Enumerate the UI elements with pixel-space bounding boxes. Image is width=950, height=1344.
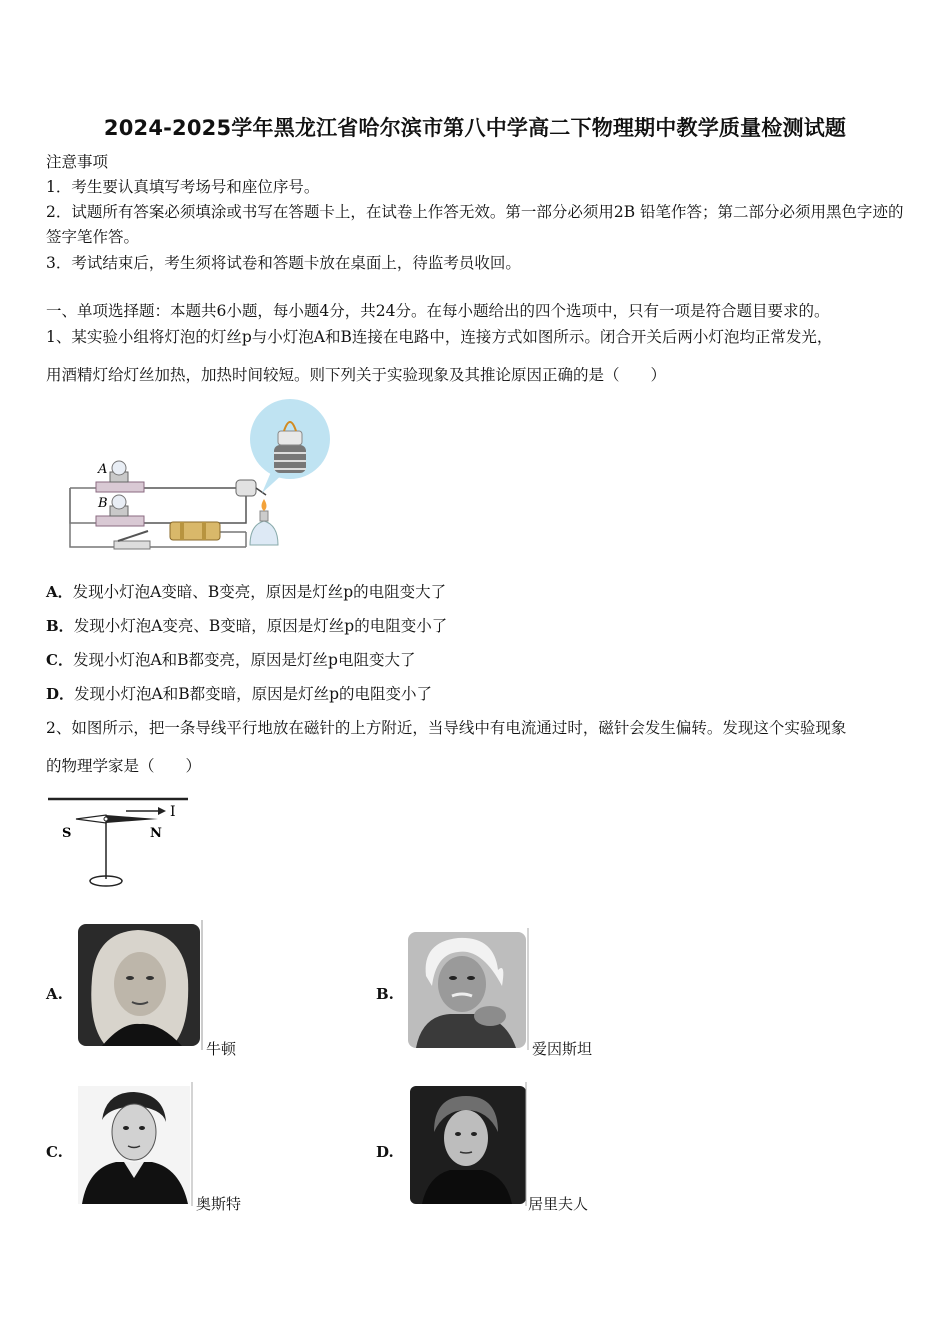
q2-option-b-portrait[interactable] bbox=[402, 926, 530, 1052]
q1-option-d-text: 发现小灯泡A和B都变暗，原因是灯丝p的电阻变小了 bbox=[74, 685, 433, 703]
q2-option-a-name: 牛顿 bbox=[206, 1040, 237, 1058]
q1-option-c-text: 发现小灯泡A和B都变亮，原因是灯丝p电阻变大了 bbox=[72, 651, 416, 669]
alcohol-lamp bbox=[250, 499, 278, 545]
q1-option-b-text: 发现小灯泡A变亮、B变暗，原因是灯丝p的电阻变小了 bbox=[73, 617, 448, 635]
switch bbox=[114, 531, 150, 549]
q2-option-c-name: 奥斯特 bbox=[196, 1195, 242, 1213]
north-label: N bbox=[150, 826, 162, 841]
q2-stem-line1: 2、如图所示，把一条导线平行地放在磁针的上方附近，当导线中有电流通过时，磁针会发生偏转。发现这个实验现象 bbox=[46, 719, 847, 737]
filament-zoom-bubble bbox=[250, 399, 330, 493]
q1-option-b[interactable] bbox=[46, 614, 447, 636]
q1-circuit-figure bbox=[66, 395, 336, 557]
notice-item-1: 1．考生要认真填写考场号和座位序号。 bbox=[46, 178, 320, 196]
q2-option-d-name: 居里夫人 bbox=[528, 1195, 589, 1213]
page-title: 2024-2025学年黑龙江省哈尔滨市第八中学高二下物理期中教学质量检测试题 bbox=[103, 116, 847, 140]
lamp-a-label: A bbox=[98, 462, 108, 477]
needle-north bbox=[106, 815, 158, 823]
q2-compass-figure bbox=[46, 795, 196, 890]
q2-option-d-label[interactable]: D. bbox=[376, 1143, 394, 1161]
q1-option-d[interactable] bbox=[46, 682, 432, 704]
q1-option-b-label: B． bbox=[46, 617, 74, 635]
q2-option-d-portrait[interactable] bbox=[404, 1080, 528, 1208]
notice-heading: 注意事项 bbox=[46, 153, 109, 171]
q1-option-a-text: 发现小灯泡A变暗、B变亮，原因是灯丝p的电阻变大了 bbox=[72, 583, 447, 601]
needle-south bbox=[76, 815, 106, 823]
q1-option-c-label: C． bbox=[46, 651, 73, 669]
notice-item-2: 2．试题所有答案必须填涂或书写在答题卡上，在试卷上作答无效。第一部分必须用2B 铅笔作答；第二部分必须用黑色字迹的签字笔作答。 bbox=[46, 203, 904, 246]
q2-option-c-portrait[interactable] bbox=[72, 1080, 196, 1208]
filament-holder bbox=[236, 480, 266, 496]
q1-option-c[interactable] bbox=[46, 648, 415, 670]
q2-option-a-label[interactable]: A. bbox=[46, 985, 63, 1003]
battery bbox=[170, 522, 220, 540]
q1-stem-line1: 1、某实验小组将灯泡的灯丝p与小灯泡A和B连接在电路中，连接方式如图所示。闭合开关后两小灯泡均正常发光， bbox=[46, 328, 833, 346]
q2-option-c-label[interactable]: C. bbox=[46, 1143, 63, 1161]
south-label: S bbox=[62, 826, 72, 841]
q2-option-b-name: 爱因斯坦 bbox=[532, 1040, 593, 1058]
notice-item-3: 3．考试结束后，考生须将试卷和答题卡放在桌面上，待监考员收回。 bbox=[46, 254, 521, 272]
q2-option-a-portrait[interactable] bbox=[72, 918, 206, 1052]
q1-option-a[interactable] bbox=[46, 580, 446, 602]
q1-option-d-label: D． bbox=[46, 685, 75, 703]
section-heading: 一、单项选择题：本题共6小题，每小题4分，共24分。在每小题给出的四个选项中，只有一项是符合题目要求的。 bbox=[46, 302, 830, 320]
q2-option-b-label[interactable]: B. bbox=[376, 985, 394, 1003]
current-label: I bbox=[170, 804, 176, 820]
q1-stem-line2: 用酒精灯给灯丝加热，加热时间较短。则下列关于实验现象及其推论原因正确的是（ ） bbox=[46, 366, 667, 384]
q2-stem-line2: 的物理学家是（ ） bbox=[46, 757, 202, 775]
lamp-b-label: B bbox=[98, 496, 108, 511]
q1-option-a-label: A． bbox=[46, 583, 73, 601]
